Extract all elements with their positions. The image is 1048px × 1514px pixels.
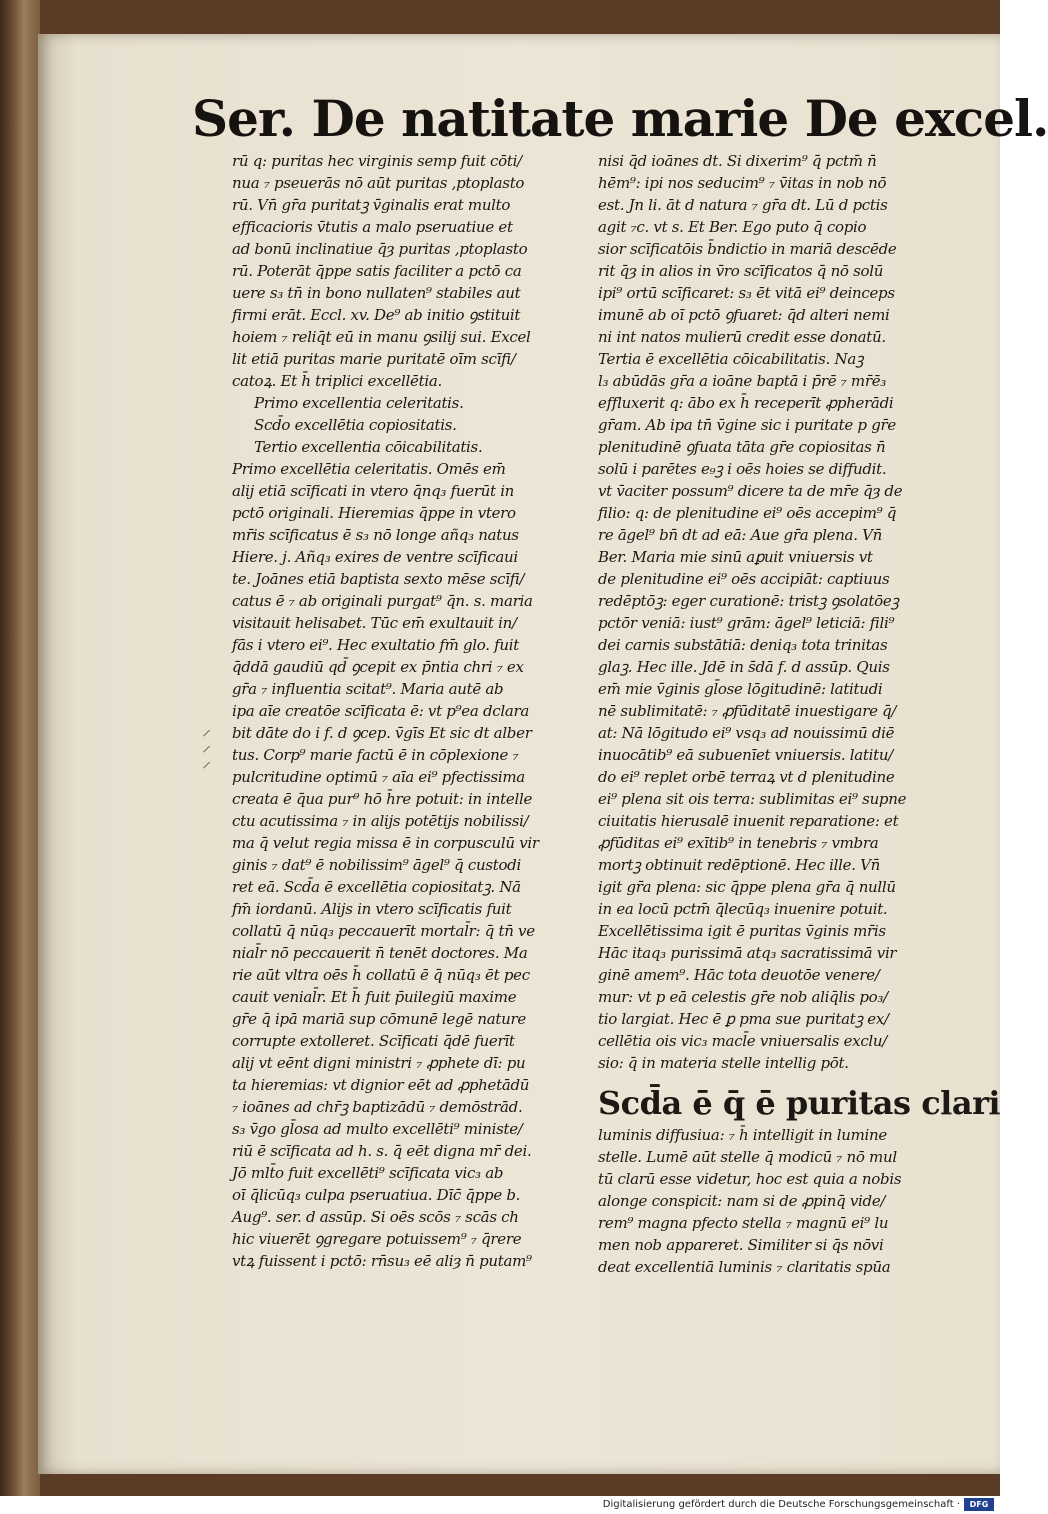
text-line: est. Jn li. āt d natura ₇ gr̄a dt. Lū d pctis	[598, 196, 888, 214]
text-line: ginis ₇ dat⁹ ē nobilissim⁹ āgel⁹ q̄ custodi	[232, 856, 521, 874]
text-line: firmi erāt. Eccl. xv. De⁹ ab initio ꝯstituit	[232, 306, 521, 324]
text-line: ₇ ioānes ad chr̄ꝫ baptizādū ₇ demōstrād.	[232, 1098, 523, 1116]
text-line: bit dāte do i f. d ꝯcep. v̄gīs Et sic dt alber	[232, 724, 532, 742]
running-head: Ser. De natitate marie De excel.	[192, 89, 1048, 148]
text-line: de plenitudine ei⁹ oēs accipiāt: captiuus	[598, 570, 890, 588]
text-line: Jō mlt̄o fuit excellēti⁹ scīficata vic₃ ab	[232, 1164, 504, 1182]
section-heading: Scd̄a ē q̄ ē puritas clari	[598, 1084, 1001, 1122]
text-line: stelle. Lumē aūt stelle q̄ modicū ₇ nō mul	[598, 1148, 897, 1166]
text-line: Tertio excellentia cōicabilitatis.	[254, 438, 483, 456]
text-line: inuocātib⁹ eā subuenīet vniuersis. latitu/	[598, 746, 893, 764]
text-line: Excellētissima igit ē puritas v̄ginis mr̄is	[598, 922, 886, 940]
text-line: effluxerit q: ābo ex h̄ receperīt ꝓpherādi	[598, 394, 894, 412]
text-line: vtꝝ fuissent i pctō: rn̄su₃ eē aliȝ n̄ putam⁹	[232, 1252, 532, 1270]
text-line: ipa aīe creatōe scīficata ē: vt p⁹ea dclara	[232, 702, 530, 720]
marginal-mark: ⸝ ⸝ ⸝	[202, 719, 211, 772]
text-line: rū. Poterāt q̄ppe satis faciliter a pctō ca	[232, 262, 522, 280]
text-line: ipi⁹ ortū scīficaret: s₃ ēt vitā ei⁹ deinceps	[598, 284, 895, 302]
left-text-column	[232, 150, 592, 1272]
text-line: plenitudinē ꝯfuata tāta gr̄e copiositas n̄	[598, 438, 886, 456]
text-line: ni int natos mulierū credit esse donatū.	[598, 328, 886, 346]
text-line: Hāc itaq₃ purissimā atq₃ sacratissimā vir	[598, 944, 897, 962]
text-line: fm̄ iordanū. Alijs in vtero scīficatis fuit	[232, 900, 512, 918]
text-line: men nob appareret. Similiter si q̄s nōvi	[598, 1236, 884, 1254]
text-line: at: Nā lōgitudo ei⁹ vsq₃ ad nouissimū diē	[598, 724, 895, 742]
text-line: visitauit helisabet. Tūc em̄ exultauit in/	[232, 614, 517, 632]
text-line: luminis diffusiua: ₇ h̄ intelligit in lumine	[598, 1126, 887, 1144]
text-line: pulcritudine optimū ₇ aīa ei⁹ pfectissima	[232, 768, 525, 786]
text-line: mr̄is scīficatus ē s₃ nō longe añq₃ natus	[232, 526, 519, 544]
text-line: tio largiat. Hec ē ꝑ pma sue puritatꝫ ex/	[598, 1010, 889, 1028]
text-line: nisi q̄d ioānes dt. Si dixerim⁹ q̄ pctm̄ n̄	[598, 152, 877, 170]
text-line: lit etiā puritas marie puritatē oīm scīfi/	[232, 350, 516, 368]
text-line: sior scīficatōis b̄ndictio in mariā descēde	[598, 240, 897, 258]
text-line: sio: q̄ in materia stelle intellig pōt.	[598, 1054, 849, 1072]
text-line: cellētia ois vic₃ macl̄e vniuersalis exclu/	[598, 1032, 888, 1050]
text-line: ciuitatis hierusalē inuenit reparatione: et	[598, 812, 899, 830]
text-line: mortꝫ obtinuit redēptionē. Hec ille. Vn̄	[598, 856, 881, 874]
text-line: alij vt eēnt digni ministri ₇ ꝓphete dī: pu	[232, 1054, 526, 1072]
text-line: collatū q̄ nūq₃ peccauerīt mortal̄r: q̄ tn̄ ve	[232, 922, 535, 940]
text-line: ꝓfūditas ei⁹ exītib⁹ in tenebris ₇ vmbra	[598, 834, 879, 852]
text-line: gr̄e q̄ ipā mariā sup cōmunē legē nature	[232, 1010, 526, 1028]
text-line: rit q̄ȝ in alios in v̄ro scīficatos q̄ nō solū	[598, 262, 884, 280]
text-line: ta hieremias: vt dignior eēt ad ꝓphetādū	[232, 1076, 530, 1094]
text-line: gr̄a ₇ influentia scitat⁹. Maria autē ab	[232, 680, 504, 698]
text-line: solū i parētes e₉ꝫ i oēs hoies se diffudit.	[598, 460, 887, 478]
text-line: s₃ v̄go gl̄osa ad multo excellēti⁹ ministe/	[232, 1120, 523, 1138]
text-line: ei⁹ plena sit ois terra: sublimitas ei⁹ supne	[598, 790, 907, 808]
text-line: do ei⁹ replet orbē terraꝝ vt d plenitudine	[598, 768, 895, 786]
text-line: redēptōꝫ: eger curationē: tristꝫ ꝯsolatōeꝫ	[598, 592, 899, 610]
text-line: nua ₇ pseuerās nō aūt puritas ,ptoplasto	[232, 174, 525, 192]
text-line: corrupte extolleret. Scīficati q̄dē fuerīt	[232, 1032, 515, 1050]
text-line: ginē amem⁹. Hāc tota deuotōe venere/	[598, 966, 880, 984]
text-line: agit ₇c. vt s. Et Ber. Ego puto q̄ copio	[598, 218, 867, 236]
text-line: in ea locū pctm̄ q̄lecūq₃ inuenire potuit.	[598, 900, 888, 918]
text-line: rem⁹ magna pfecto stella ₇ magnū ei⁹ lu	[598, 1214, 889, 1232]
text-line: nē sublimitatē: ₇ ꝓfūditatē inuestigare q̄/	[598, 702, 897, 720]
text-line: te. Joānes etiā baptista sexto mēse scīfi/	[232, 570, 525, 588]
footer-bar	[0, 1496, 1000, 1514]
text-line: fās i vtero ei⁹. Hec exultatio fm̄ glo. fuit	[232, 636, 519, 654]
text-line: em̄ mie v̄ginis gl̄ose lōgitudinē: latitudi	[598, 680, 883, 698]
text-line: catoꝝ. Et h̄ triplici excellētia.	[232, 372, 442, 390]
text-line: tū clarū esse videtur, hoc est quia a nobis	[598, 1170, 902, 1188]
text-line: ret eā. Scd̄a ē excellētia copiositatꝫ. Nā	[232, 878, 521, 896]
text-line: Primo excellentia celeritatis.	[254, 394, 464, 412]
text-line: deat excellentiā luminis ₇ claritatis spūa	[598, 1258, 891, 1276]
text-line: riū ē scīficata ad h. s. q̄ eēt digna mr̄ dei.	[232, 1142, 532, 1160]
text-line: Aug⁹. ser. d assūp. Si oēs scōs ₇ scās ch	[232, 1208, 519, 1226]
text-line: dei carnis substātiā: deniq₃ tota trinitas	[598, 636, 888, 654]
text-line: Scd̄o excellētia copiositatis.	[254, 416, 457, 434]
text-line: tus. Corp⁹ marie factū ē in cōplexione ₇	[232, 746, 519, 764]
text-line: pctō originali. Hieremias q̄ppe in vtero	[232, 504, 516, 522]
text-line: cauit venial̄r. Et h̄ fuit p̄uilegiū maxime	[232, 988, 517, 1006]
book-spine-edge	[0, 0, 40, 1496]
text-line: mur: vt p eā celestis gr̄e nob aliq̄lis po₃/	[598, 988, 888, 1006]
text-line: hoiem ₇ reliq̄t eū in manu ꝯsilij sui. Excel	[232, 328, 531, 346]
right-text-column	[598, 150, 1001, 1278]
text-line: igit gr̄a plena: sic q̄ppe plena gr̄a q̄ nullū	[598, 878, 896, 896]
text-line: ma q̄ velut regia missa ē in corpusculū vir	[232, 834, 539, 852]
text-line: l₃ abūdās gr̄a a ioāne baptā i p̄rē ₇ mr̄ē₃	[598, 372, 887, 390]
text-line: Ber. Maria mie sinū aꝑuit vniuersis vt	[598, 548, 873, 566]
text-line: uere s₃ tn̄ in bono nullaten⁹ stabiles aut	[232, 284, 521, 302]
text-line: rie aūt vltra oēs h̄ collatū ē q̄ nūq₃ ēt pec	[232, 966, 530, 984]
text-line: Hiere. j. Añq₃ exires de ventre scīficaui	[232, 548, 518, 566]
text-line: Tertia ē excellētia cōicabilitatis. Naꝫ	[598, 350, 864, 368]
right-column-body	[598, 150, 958, 1074]
text-line: efficacioris v̄tutis a malo pseruatiue et	[232, 218, 513, 236]
text-line: rū q: puritas hec virginis semp fuit cōti/	[232, 152, 522, 170]
text-line: creata ē q̄ua pur⁹ hō h̄re potuit: in intelle	[232, 790, 533, 808]
text-line: alij etiā scīficati in vtero q̄nq₃ fuerūt in	[232, 482, 515, 500]
text-line: vt v̄aciter possum⁹ dicere ta de mr̄e q̄ȝ de	[598, 482, 903, 500]
dfg-logo: DFG	[964, 1498, 994, 1511]
text-line: filio: q: de plenitudine ei⁹ oēs accepim⁹ q̄	[598, 504, 897, 522]
right-section-body	[598, 1124, 958, 1278]
text-line: rū. Vn̄ gr̄a puritatꝫ v̄ginalis erat multo	[232, 196, 511, 214]
text-line: oī q̄licūq₃ culpa pseruatiua. Dīc̄ q̄ppe b.	[232, 1186, 521, 1204]
text-line: catus ē ₇ ab originali purgat⁹ q̄n. s. maria	[232, 592, 533, 610]
text-line: re āgel⁹ bn̄ dt ad eā: Aue gr̄a plena. Vn̄	[598, 526, 883, 544]
text-line: hēm⁹: ipi nos seducim⁹ ₇ v̄itas in nob nō	[598, 174, 887, 192]
text-line: ctu acutissima ₇ in alijs potētijs nobilissi/	[232, 812, 529, 830]
text-line: pctōr veniā: iust⁹ grām: āgel⁹ leticiā: fili⁹	[598, 614, 895, 632]
text-line: nial̄r nō peccauerit n̄ tenēt doctores. Ma	[232, 944, 528, 962]
text-line: gr̄am. Ab ipa tn̄ v̄gine sic i puritate p gr̄e	[598, 416, 896, 434]
text-line: Primo excellētia celeritatis. Omēs em̄	[232, 460, 506, 478]
text-line: glaꝫ. Hec ille. Jdē in s̄dā f. d assūp. Quis	[598, 658, 890, 676]
funding-notice: Digitalisierung gefördert durch die Deutsche Forschungsgemeinschaft ·	[602, 1499, 960, 1510]
text-line: ad bonū inclinatiue q̄ȝ puritas ,ptoplasto	[232, 240, 528, 258]
text-line: q̄ddā gaudiū qd̄ ꝯcepit ex p̄ntia chri ₇ ex	[232, 658, 524, 676]
text-line: imunē ab oī pctō ꝯfuaret: q̄d alteri nemi	[598, 306, 890, 324]
text-line: hic viuerēt ꝯgregare potuissem⁹ ₇ q̄rere	[232, 1230, 522, 1248]
text-line: alonge conspicit: nam si de ꝓpinq̄ vide/	[598, 1192, 886, 1210]
